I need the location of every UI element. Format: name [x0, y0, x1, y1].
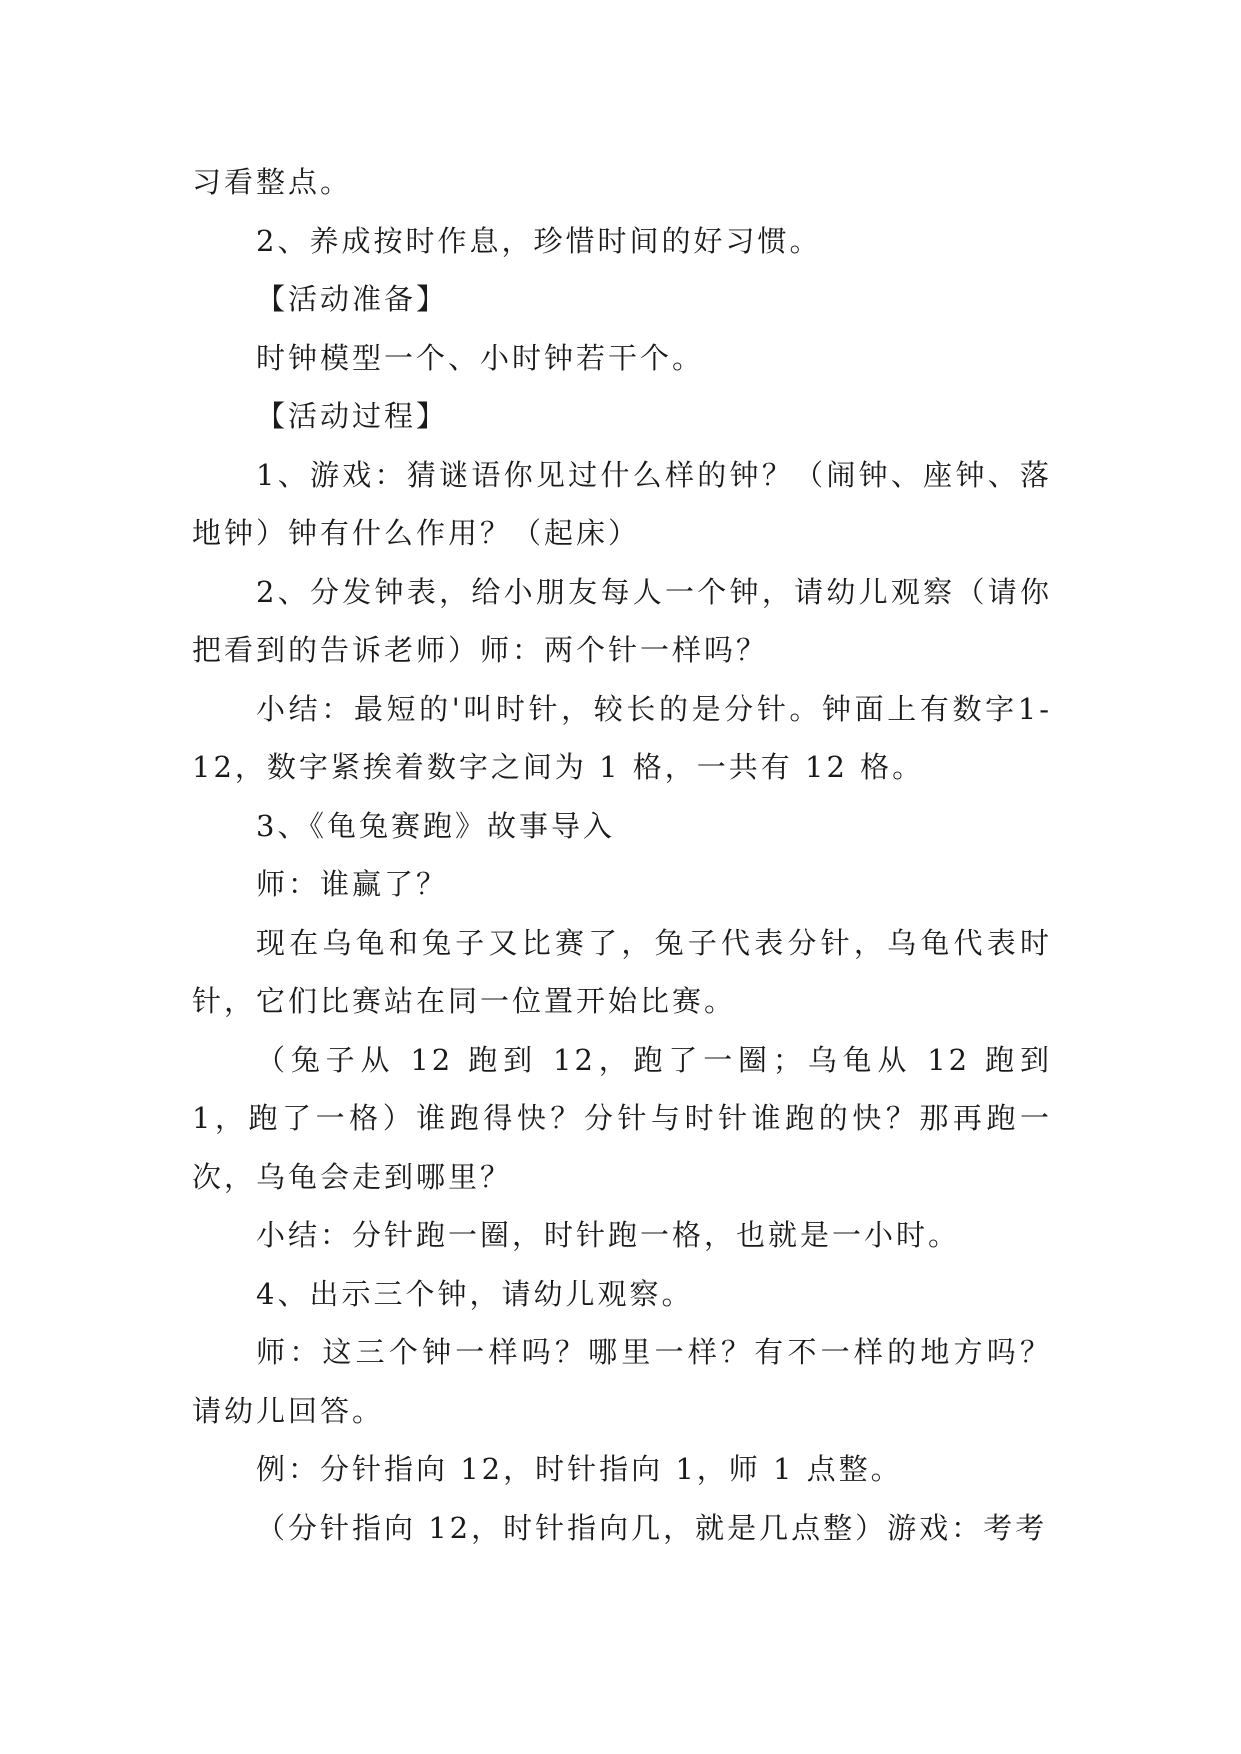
- section-heading-preparation: 【活动准备】: [256, 282, 449, 316]
- paragraph-11: （兔子从 12 跑到 12，跑了一圈；乌龟从 12 跑到 1，跑了一格）谁跑得快？分针与时针谁跑的快？那再跑一次，乌龟会走到哪里？: [192, 1042, 1052, 1194]
- section-heading-process: 【活动过程】: [256, 399, 449, 433]
- paragraph-10: 现在乌龟和兔子又比赛了，兔子代表分针，乌龟代表时针，它们比赛站在同一位置开始比赛。: [192, 925, 1052, 1018]
- paragraph-16: （分针指向 12，时针指向几，就是几点整）游戏：考考: [256, 1510, 1048, 1545]
- paragraph-8: 3、《龟兔赛跑》故事导入: [256, 808, 615, 843]
- paragraph-14: 师：这三个钟一样吗？哪里一样？有不一样的地方吗？请幼儿回答。: [192, 1335, 1052, 1428]
- paragraph-13: 4、出示三个钟，请幼儿观察。: [256, 1276, 694, 1311]
- paragraph-15: 例：分针指向 12，时针指向 1，师 1 点整。: [256, 1452, 903, 1486]
- paragraph-12: 小结：分针跑一圈，时针跑一格，也就是一小时。: [256, 1218, 961, 1252]
- paragraph-1: 2、养成按时作息，珍惜时间的好习惯。: [256, 223, 822, 258]
- paragraph-9: 师：谁赢了？: [256, 867, 449, 901]
- paragraph-0: 习看整点。: [192, 165, 353, 199]
- document-body: [192, 153, 1052, 1557]
- paragraph-3: 时钟模型一个、小时钟若干个。: [256, 340, 705, 375]
- paragraph-5: 1、游戏：猜谜语你见过什么样的钟？（闹钟、座钟、落地钟）钟有什么作用？（起床）: [192, 457, 1052, 550]
- paragraph-7: 小结：最短的'叫时针，较长的是分针。钟面上有数字1-12，数字紧挨着数字之间为 1 格，一共有 12 格。: [192, 691, 1052, 784]
- paragraph-6: 2、分发钟表，给小朋友每人一个钟，请幼儿观察（请你把看到的告诉老师）师：两个针一样吗？: [192, 574, 1052, 667]
